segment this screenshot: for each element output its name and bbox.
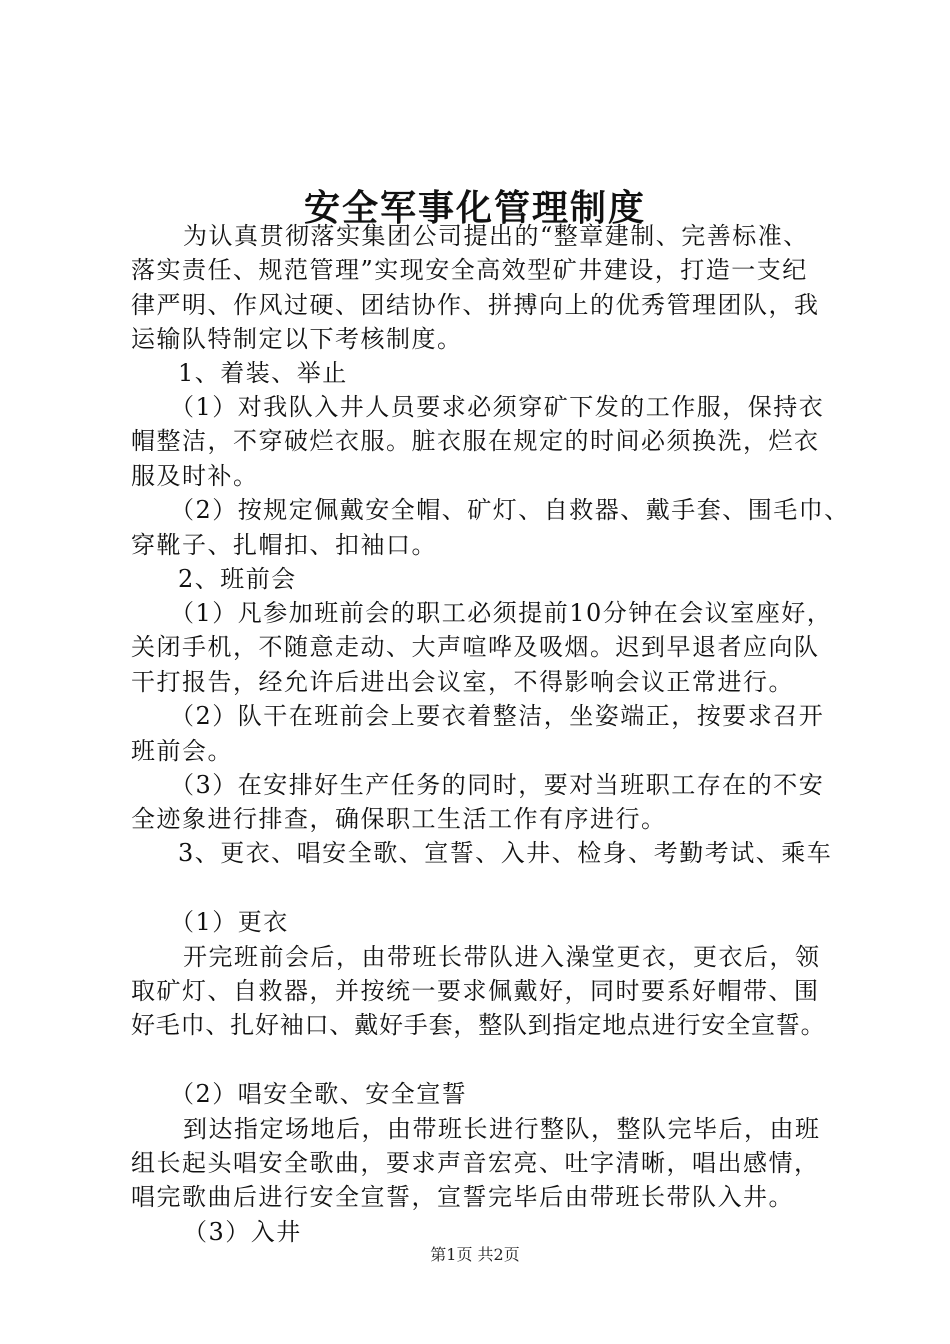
page-footer: 第1页 共2页 — [430, 1245, 520, 1264]
paragraph-line: （1）对我队入井人员要求必须穿矿下发的工作服，保持衣 — [170, 393, 825, 421]
subsection-heading: （2）唱安全歌、安全宣誓 — [170, 1080, 468, 1108]
paragraph-line: 开完班前会后，由带班长带队进入澡堂更衣，更衣后，领 — [183, 943, 821, 971]
section-heading: 3、更衣、唱安全歌、宣誓、入井、检身、考勤考试、乘车 — [178, 839, 833, 867]
paragraph-line: （1）凡参加班前会的职工必须提前10分钟在会议室座好， — [170, 599, 833, 627]
paragraph-line: （3）在安排好生产任务的同时，要对当班职工存在的不安 — [170, 771, 825, 799]
paragraph-line: 干打报告，经允许后进出会议室，不得影响会议正常进行。 — [131, 668, 794, 696]
paragraph-line: （2）队干在班前会上要衣着整洁，坐姿端正，按要求召开 — [170, 702, 825, 730]
paragraph-line: 到达指定场地后，由带班长进行整队，整队完毕后，由班 — [183, 1115, 821, 1143]
paragraph-line: 服及时补。 — [131, 462, 259, 490]
paragraph-line: 帽整洁，不穿破烂衣服。脏衣服在规定的时间必须换洗，烂衣 — [131, 427, 820, 455]
section-heading: 1、着装、举止 — [178, 359, 348, 387]
paragraph-line: 取矿灯、自救器，并按统一要求佩戴好，同时要系好帽带、围 — [131, 977, 820, 1005]
paragraph-line: （3）入井 — [183, 1218, 302, 1246]
paragraph-line: 落实责任、规范管理”实现安全高效型矿井建设，打造一支纪 — [131, 256, 808, 284]
subsection-heading: （1）更衣 — [170, 908, 289, 936]
paragraph-line: 组长起头唱安全歌曲，要求声音宏亮、吐字清晰，唱出感情， — [131, 1149, 820, 1177]
paragraph-line: （2）按规定佩戴安全帽、矿灯、自救器、戴手套、围毛巾、 — [170, 496, 850, 524]
section-heading: 2、班前会 — [178, 565, 297, 593]
paragraph-line: 运输队特制定以下考核制度。 — [131, 325, 463, 353]
paragraph-line: 关闭手机，不随意走动、大声喧哗及吸烟。迟到早退者应向队 — [131, 633, 820, 661]
paragraph-line: 班前会。 — [131, 737, 233, 765]
paragraph-line: 律严明、作风过硬、团结协作、拼搏向上的优秀管理团队，我 — [131, 291, 820, 319]
paragraph-line: 为认真贯彻落实集团公司提出的“整章建制、完善标准、 — [183, 222, 809, 250]
paragraph-line: 好毛巾、扎好袖口、戴好手套，整队到指定地点进行安全宣誓。 — [131, 1011, 826, 1039]
paragraph-line: 穿靴子、扎帽扣、扣袖口。 — [131, 531, 437, 559]
paragraph-line: 唱完歌曲后进行安全宣誓，宣誓完毕后由带班长带队入井。 — [131, 1183, 794, 1211]
document-title: 安全军事化管理制度 — [303, 187, 646, 229]
paragraph-line: 全迹象进行排查，确保职工生活工作有序进行。 — [131, 805, 667, 833]
